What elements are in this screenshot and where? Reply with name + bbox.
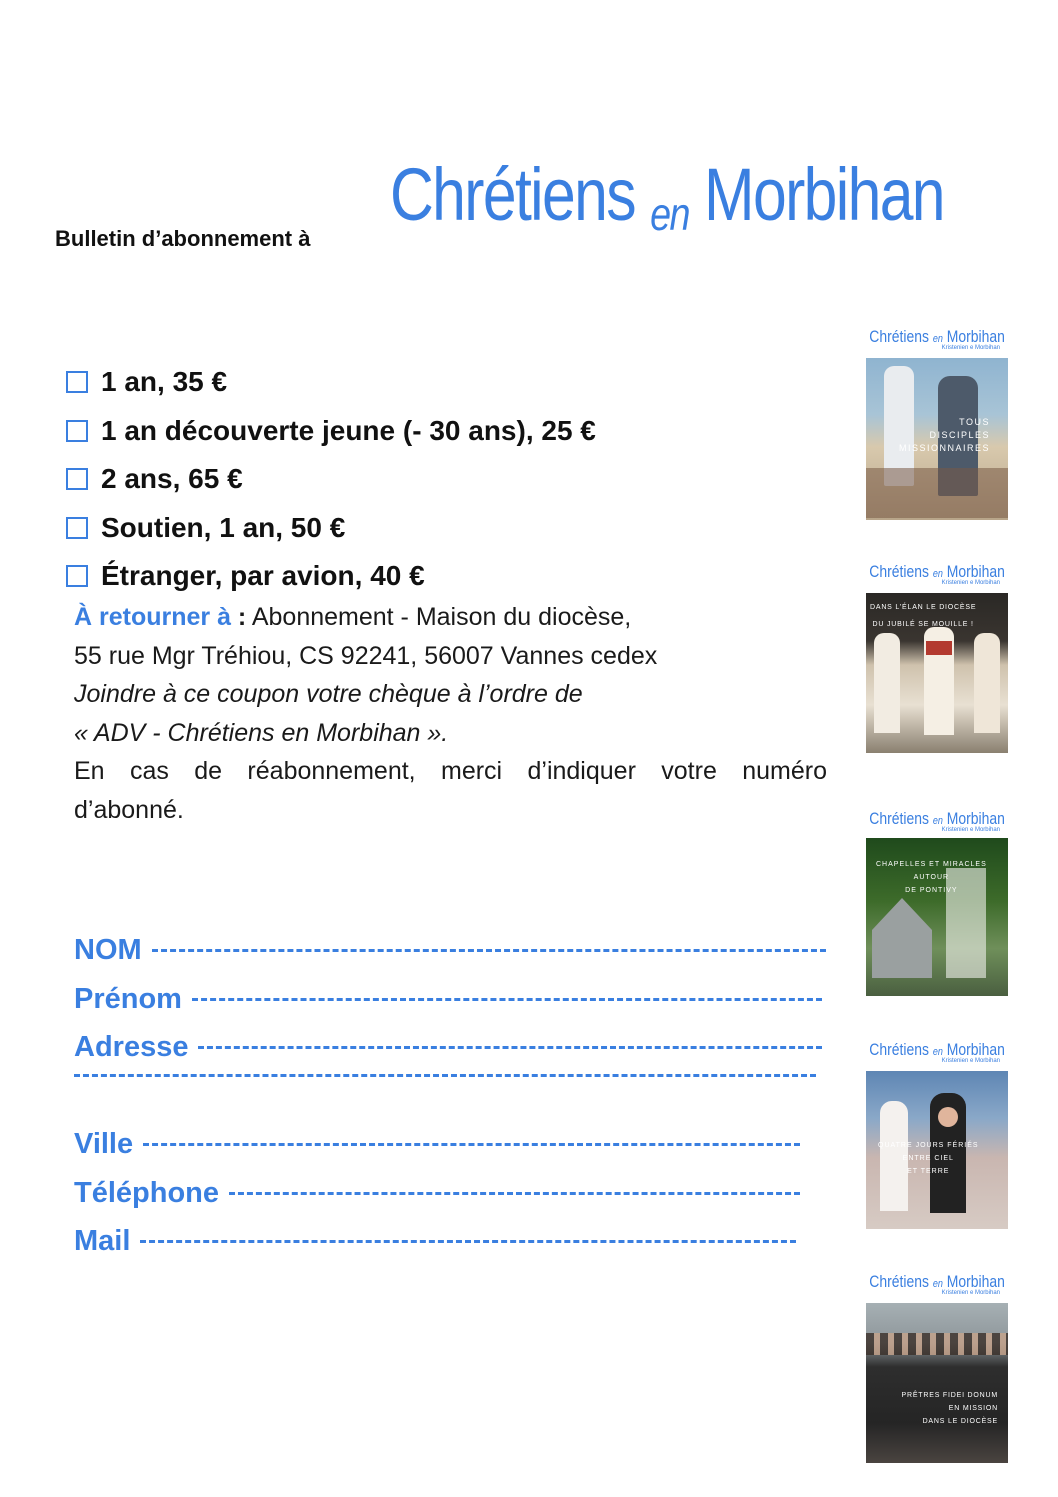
cover-strap [866, 1263, 1008, 1272]
field-mail[interactable] [74, 1225, 834, 1274]
renew-line-1: En cas de réabonnement, merci d’indiquer votre numéro [74, 757, 827, 785]
option-2-years[interactable] [66, 455, 846, 504]
option-support[interactable] [66, 504, 846, 553]
magazine-title-end: Morbihan [688, 153, 944, 236]
cover-headline: DANS L’ÉLAN LE DIOCÈSE DU JUBILÉ SE MOUILLE ! [870, 604, 977, 628]
cover-headline: TOUS DISCIPLES MISSIONNAIRES [898, 417, 990, 453]
cover-strap [866, 318, 1008, 327]
return-label: À retourner à [74, 603, 231, 631]
cover-photo [866, 1303, 1008, 1463]
cover-subtitle: Kristenien e Morbihan [941, 1290, 1000, 1296]
option-1-year[interactable] [66, 358, 846, 407]
cover-headline: QUATRE JOURS FÉRIÉS ENTRE CIEL ET TERRE [878, 1142, 979, 1175]
field-label: Mail [74, 1225, 131, 1257]
address-line-2: 55 rue Mgr Tréhiou, CS 92241, 56007 Vannes cedex [74, 641, 658, 670]
magazine-cover [866, 1031, 1008, 1229]
field-label: NOM [74, 934, 142, 966]
cover-strap [866, 1031, 1008, 1040]
magazine-cover [866, 318, 1008, 520]
cover-title: Chrétiens en Morbihan [869, 809, 1005, 828]
magazine-title [390, 152, 944, 240]
checkbox[interactable] [66, 517, 88, 539]
option-label: Étranger, par avion, 40 € [101, 560, 425, 592]
return-colon: : [230, 603, 247, 631]
field-ville[interactable] [74, 1128, 834, 1177]
return-line [74, 598, 827, 637]
cover-title: Chrétiens en Morbihan [869, 1272, 1005, 1291]
field-label: Ville [74, 1128, 134, 1160]
cover-strap [866, 800, 1008, 809]
cover-photo [866, 358, 1008, 520]
option-abroad[interactable] [66, 552, 846, 601]
cover-photo [866, 838, 1008, 996]
cheque-line-1: Joindre à ce coupon votre chèque à l’ordre de [74, 680, 583, 708]
cover-headline: CHAPELLES ET MIRACLES AUTOUR DE PONTIVY [876, 861, 987, 894]
magazine-cover [866, 1263, 1008, 1463]
fill-line[interactable] [140, 1239, 796, 1243]
address-line-1: Abonnement - Maison du diocèse, [246, 603, 632, 631]
fill-line[interactable] [74, 1073, 816, 1077]
checkbox[interactable] [66, 468, 88, 490]
fill-line[interactable] [152, 948, 826, 952]
option-label: 2 ans, 65 € [101, 463, 243, 495]
field-telephone[interactable] [74, 1177, 834, 1226]
option-label: 1 an découverte jeune (- 30 ans), 25 € [101, 414, 596, 446]
checkbox[interactable] [66, 565, 88, 587]
return-instructions [74, 598, 827, 829]
renew-line-2: d’abonné. [74, 795, 184, 824]
cover-strap [866, 553, 1008, 562]
fill-line[interactable] [198, 1045, 822, 1049]
subscriber-form [74, 934, 834, 1274]
fill-line[interactable] [192, 997, 822, 1001]
option-youth[interactable] [66, 407, 846, 456]
fill-line[interactable] [143, 1142, 800, 1146]
option-label: 1 an, 35 € [101, 366, 228, 398]
field-prenom[interactable] [74, 983, 834, 1032]
checkbox[interactable] [66, 420, 88, 442]
cover-photo [866, 1071, 1008, 1229]
cover-title: Chrétiens en Morbihan [869, 562, 1005, 581]
cover-headline: PRÊTRES FIDEI DONUM EN MISSION DANS LE DIOCÈSE [901, 1392, 998, 1425]
magazine-cover [866, 800, 1008, 996]
checkbox[interactable] [66, 371, 88, 393]
cover-subtitle: Kristenien e Morbihan [941, 345, 1000, 351]
field-adresse-2[interactable] [74, 1080, 834, 1129]
cover-title: Chrétiens en Morbihan [869, 327, 1005, 346]
subscription-options [66, 358, 846, 601]
bulletin-intro: Bulletin d’abonnement à [55, 226, 311, 251]
field-label: Adresse [74, 1031, 189, 1063]
page-header [55, 150, 1015, 270]
cover-subtitle: Kristenien e Morbihan [941, 827, 1000, 833]
magazine-title-start: Chrétiens [390, 153, 651, 236]
fill-line[interactable] [229, 1191, 800, 1195]
cover-subtitle: Kristenien e Morbihan [941, 580, 1000, 586]
cover-subtitle: Kristenien e Morbihan [941, 1058, 1000, 1064]
option-label: Soutien, 1 an, 50 € [101, 511, 346, 543]
cover-photo [866, 593, 1008, 753]
cover-title: Chrétiens en Morbihan [869, 1040, 1005, 1059]
magazine-title-en: en [650, 188, 689, 240]
magazine-cover [866, 553, 1008, 753]
field-label: Prénom [74, 982, 182, 1015]
field-nom[interactable] [74, 934, 834, 983]
cheque-line-2: « ADV - Chrétiens en Morbihan ». [74, 718, 449, 747]
field-label: Téléphone [74, 1176, 220, 1209]
